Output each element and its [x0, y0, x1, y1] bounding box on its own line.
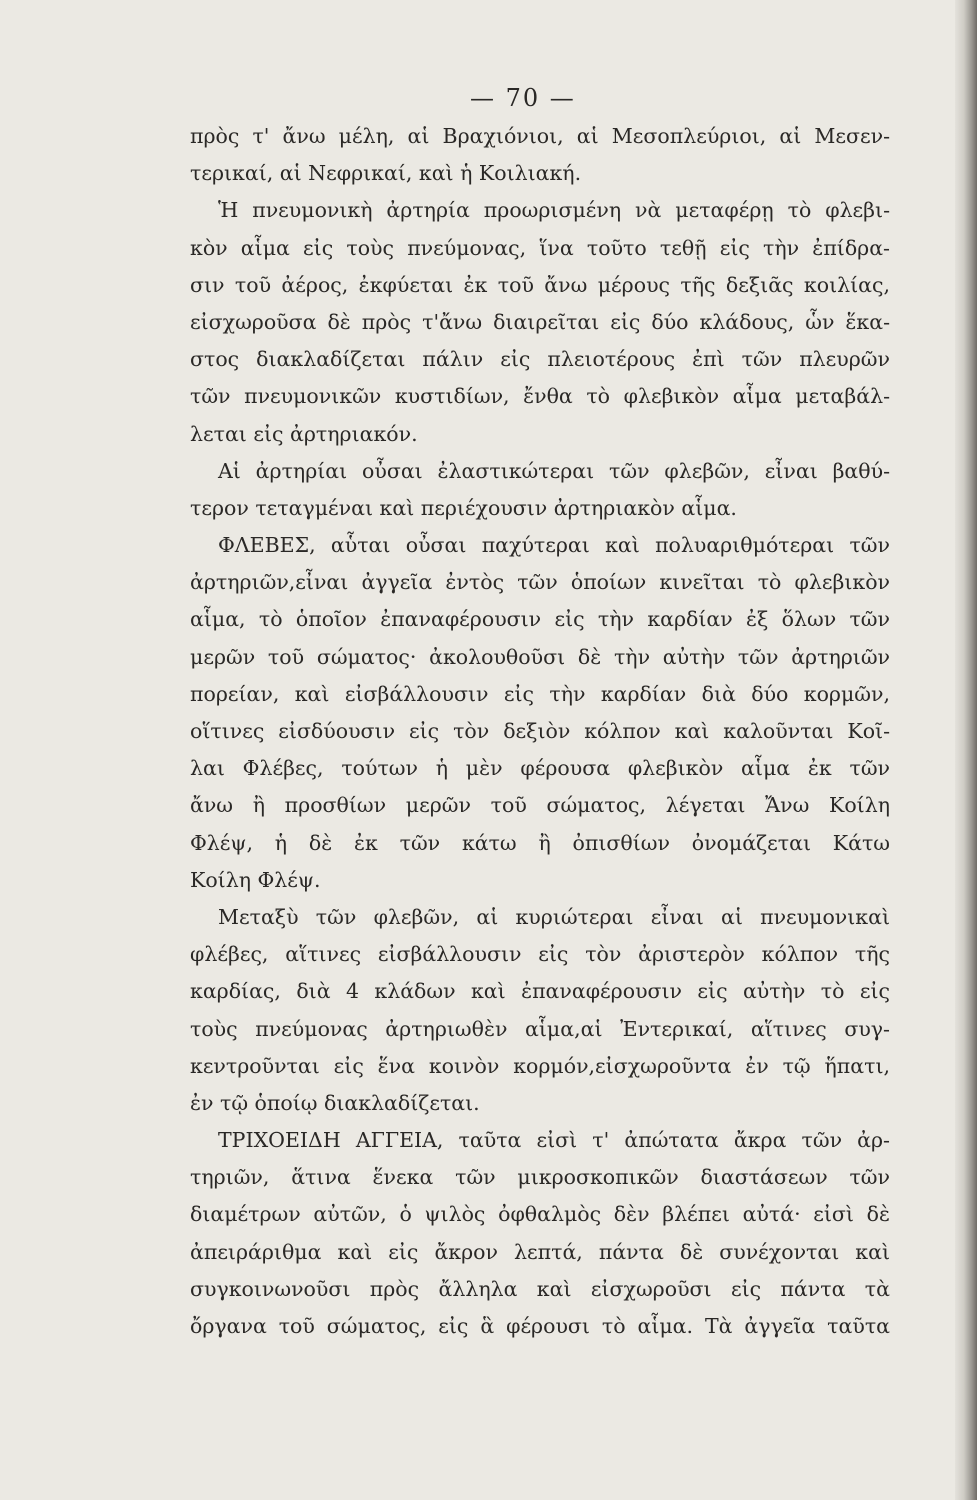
- text-line: ἄνω ἢ προσθίων μερῶν τοῦ σώματος, λέγεται Ἄνω Κοίλη: [190, 793, 890, 818]
- text-line: αἷμα, τὸ ὁποῖον ἐπαναφέρουσιν εἰς τὴν καρδίαν ἐξ ὅλων τῶν: [190, 607, 890, 632]
- text-line: τερικαί, αἱ Νεφρικαί, καὶ ἡ Κοιλιακή.: [190, 161, 582, 186]
- text-line: τηριῶν, ἅτινα ἕνεκα τῶν μικροσκοπικῶν διαστάσεων τῶν: [190, 1165, 890, 1190]
- text-line: τερον τεταγμέναι καὶ περιέχουσιν ἀρτηριακὸν αἷμα.: [190, 495, 737, 520]
- text-line: διαμέτρων αὐτῶν, ὁ ψιλὸς ὀφθαλμὸς δὲν βλέπει αὐτά· εἰσὶ δὲ: [190, 1202, 890, 1227]
- text-line: συγκοινωνοῦσι πρὸς ἄλληλα καὶ εἰσχωροῦσι εἰς πάντα τὰ: [190, 1276, 890, 1301]
- text-line: τοὺς πνεύμονας ἀρτηριωθὲν αἷμα,αἱ Ἐντερικαί, αἵτινες συγ-: [190, 1016, 890, 1041]
- paragraph-start-line: ΤΡΙΧΟΕΙΔΗ ΑΓΓΕΙΑ, ταῦτα εἰσὶ τ' ἀπώτατα ἄκρα τῶν ἀρ-: [218, 1128, 890, 1153]
- text-line: λαι Φλέβες, τούτων ἡ μὲν φέρουσα φλεβικὸν αἷμα ἐκ τῶν: [190, 756, 890, 781]
- page-edge-shadow: [955, 0, 977, 1500]
- text-line: στος διακλαδίζεται πάλιν εἰς πλειοτέρους ἐπὶ τῶν πλευρῶν: [190, 347, 890, 372]
- paragraph-start-line: Μεταξὺ τῶν φλεβῶν, αἱ κυριώτεραι εἶναι αἱ πνευμονικαὶ: [218, 904, 890, 929]
- paragraph-start-line: ΦΛΕΒΕΣ, αὗται οὖσαι παχύτεραι καὶ πολυαριθμότεραι τῶν: [218, 533, 890, 558]
- text-line: κεντροῦνται εἰς ἕνα κοινὸν κορμόν,εἰσχωροῦντα ἐν τῷ ἥπατι,: [190, 1053, 890, 1078]
- text-line: ἀρτηριῶν,εἶναι ἀγγεῖα ἐντὸς τῶν ὁποίων κινεῖται τὸ φλεβικὸν: [190, 570, 890, 595]
- paragraph-start-line: Ἡ πνευμονικὴ ἀρτηρία προωρισμένη νὰ μεταφέρῃ τὸ φλεβι-: [218, 198, 890, 223]
- text-line: ἐν τῷ ὁποίῳ διακλαδίζεται.: [190, 1090, 480, 1115]
- text-line: ἀπειράριθμα καὶ εἰς ἄκρον λεπτά, πάντα δὲ συνέχονται καὶ: [190, 1239, 890, 1264]
- text-line: πρὸς τ' ἄνω μέλη, αἱ Βραχιόνιοι, αἱ Μεσοπλεύριοι, αἱ Μεσεν-: [190, 124, 890, 148]
- text-line: κὸν αἷμα εἰς τοὺς πνεύμονας, ἵνα τοῦτο τεθῇ εἰς τὴν ἐπίδρα-: [190, 235, 890, 260]
- text-line: σιν τοῦ ἀέρος, ἐκφύεται ἐκ τοῦ ἄνω μέρους τῆς δεξιᾶς κοιλίας,: [190, 272, 890, 297]
- text-line: μερῶν τοῦ σώματος· ἀκολουθοῦσι δὲ τὴν αὐτὴν τῶν ἀρτηριῶν: [190, 644, 890, 669]
- body-text: [190, 118, 890, 1345]
- text-line: Φλέψ, ἡ δὲ ἐκ τῶν κάτω ἢ ὀπισθίων ὀνομάζεται Κάτω: [190, 830, 890, 855]
- text-line: καρδίας, διὰ 4 κλάδων καὶ ἐπαναφέρουσιν εἰς αὐτὴν τὸ εἰς: [190, 979, 890, 1004]
- text-line: Κοίλη Φλέψ.: [190, 867, 321, 892]
- page-number: — 70 —: [470, 84, 576, 112]
- text-line: λεται εἰς ἀρτηριακόν.: [190, 421, 418, 446]
- text-line: πορείαν, καὶ εἰσβάλλουσιν εἰς τὴν καρδίαν διὰ δύο κορμῶν,: [190, 681, 890, 706]
- text-line: φλέβες, αἵτινες εἰσβάλλουσιν εἰς τὸν ἀριστερὸν κόλπον τῆς: [190, 942, 890, 967]
- text-line: ὄργανα τοῦ σώματος, εἰς ἃ φέρουσι τὸ αἷμα. Τὰ ἀγγεῖα ταῦτα: [190, 1314, 890, 1338]
- paragraph-start-line: Αἱ ἀρτηρίαι οὖσαι ἐλαστικώτεραι τῶν φλεβῶν, εἶναι βαθύ-: [218, 458, 890, 483]
- text-line: εἰσχωροῦσα δὲ πρὸς τ'ἄνω διαιρεῖται εἰς δύο κλάδους, ὧν ἕκα-: [190, 309, 890, 334]
- text-line: οἵτινες εἰσδύουσιν εἰς τὸν δεξιὸν κόλπον καὶ καλοῦνται Κοῖ-: [190, 719, 890, 743]
- text-line: τῶν πνευμονικῶν κυστιδίων, ἔνθα τὸ φλεβικὸν αἷμα μεταβάλ-: [190, 384, 890, 409]
